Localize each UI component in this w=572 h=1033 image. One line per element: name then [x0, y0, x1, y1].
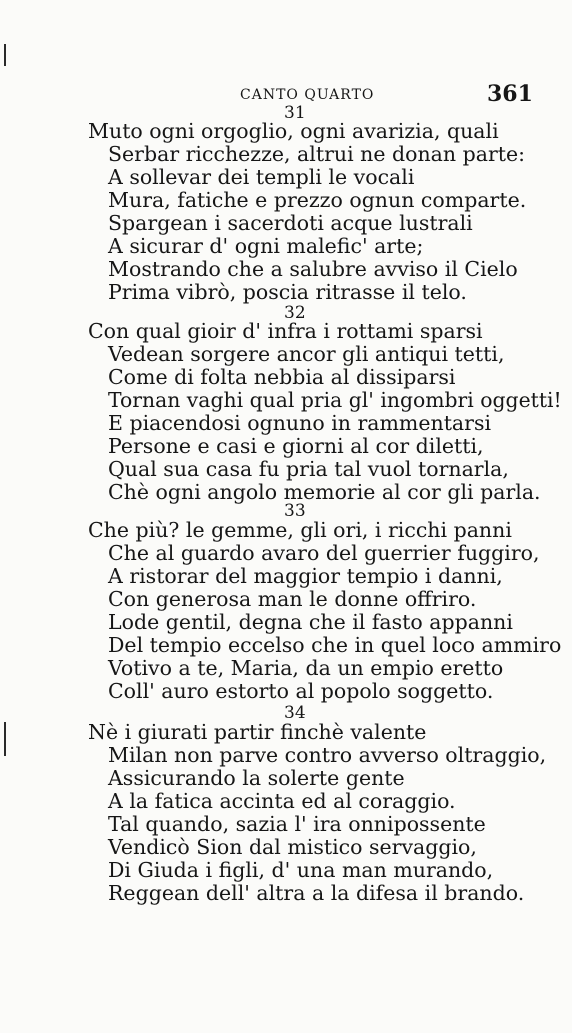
verse-line: Nè i giurati partir finchè valente: [88, 720, 427, 744]
verse-line: Qual sua casa fu pria tal vuol tornarla,: [108, 457, 509, 481]
verse-line: Con generosa man le donne offriro.: [108, 587, 477, 611]
page-number: 361: [487, 81, 533, 107]
page-edge-mark: [4, 44, 6, 66]
verse-line: Chè ogni angolo memorie al cor gli parla.: [108, 480, 541, 504]
verse-line: Di Giuda i figli, d' una man murando,: [108, 858, 494, 882]
verse-line: Milan non parve contro avverso oltraggio,: [108, 743, 547, 767]
verse-line: A la fatica accinta ed al coraggio.: [108, 789, 456, 813]
verse-line: Persone e casi e giorni al cor diletti,: [108, 434, 484, 458]
verse-line: Reggean dell' altra a la difesa il brando.: [108, 881, 525, 905]
verse-line: Serbar ricchezze, altrui ne donan parte:: [108, 142, 526, 166]
verse-line: Che più? le gemme, gli ori, i ricchi panni: [88, 518, 512, 542]
page-edge-mark: [4, 722, 6, 756]
verse-line: Vendicò Sion dal mistico servaggio,: [108, 835, 477, 859]
verse-line: Che al guardo avaro del guerrier fuggiro,: [108, 541, 540, 565]
verse-line: Coll' auro estorto al popolo soggetto.: [108, 679, 494, 703]
verse-line: Votivo a te, Maria, da un empio eretto: [108, 656, 504, 680]
verse-line: Assicurando la solerte gente: [108, 766, 405, 790]
verse-line: A ristorar del maggior tempio i danni,: [108, 564, 503, 588]
verse-line: A sollevar dei templi le vocali: [108, 165, 415, 189]
verse-line: Mostrando che a salubre avviso il Cielo: [108, 257, 518, 281]
verse-line: Spargean i sacerdoti acque lustrali: [108, 211, 473, 235]
verse-line: Mura, fatiche e prezzo ognun comparte.: [108, 188, 527, 212]
running-head: CANTO QUARTO: [240, 87, 375, 103]
stanza-number: 32: [284, 303, 306, 323]
verse-line: Come di folta nebbia al dissiparsi: [108, 365, 456, 389]
verse-line: Con qual gioir d' infra i rottami sparsi: [88, 319, 483, 343]
verse-line: Lode gentil, degna che il fasto appanni: [108, 610, 513, 634]
stanza-number: 33: [284, 501, 306, 521]
verse-line: Tornan vaghi qual pria gl' ingombri oggetti!: [108, 388, 562, 412]
verse-line: Vedean sorgere ancor gli antiqui tetti,: [108, 342, 505, 366]
stanza-number: 31: [284, 103, 306, 123]
verse-line: Muto ogni orgoglio, ogni avarizia, quali: [88, 119, 499, 143]
stanza-number: 34: [284, 703, 306, 723]
verse-line: Del tempio eccelso che in quel loco ammiro: [108, 633, 562, 657]
verse-line: Tal quando, sazia l' ira onnipossente: [108, 812, 486, 836]
verse-line: E piacendosi ognuno in rammentarsi: [108, 411, 492, 435]
verse-line: Prima vibrò, poscia ritrasse il telo.: [108, 280, 467, 304]
verse-line: A sicurar d' ogni malefic' arte;: [108, 234, 424, 258]
